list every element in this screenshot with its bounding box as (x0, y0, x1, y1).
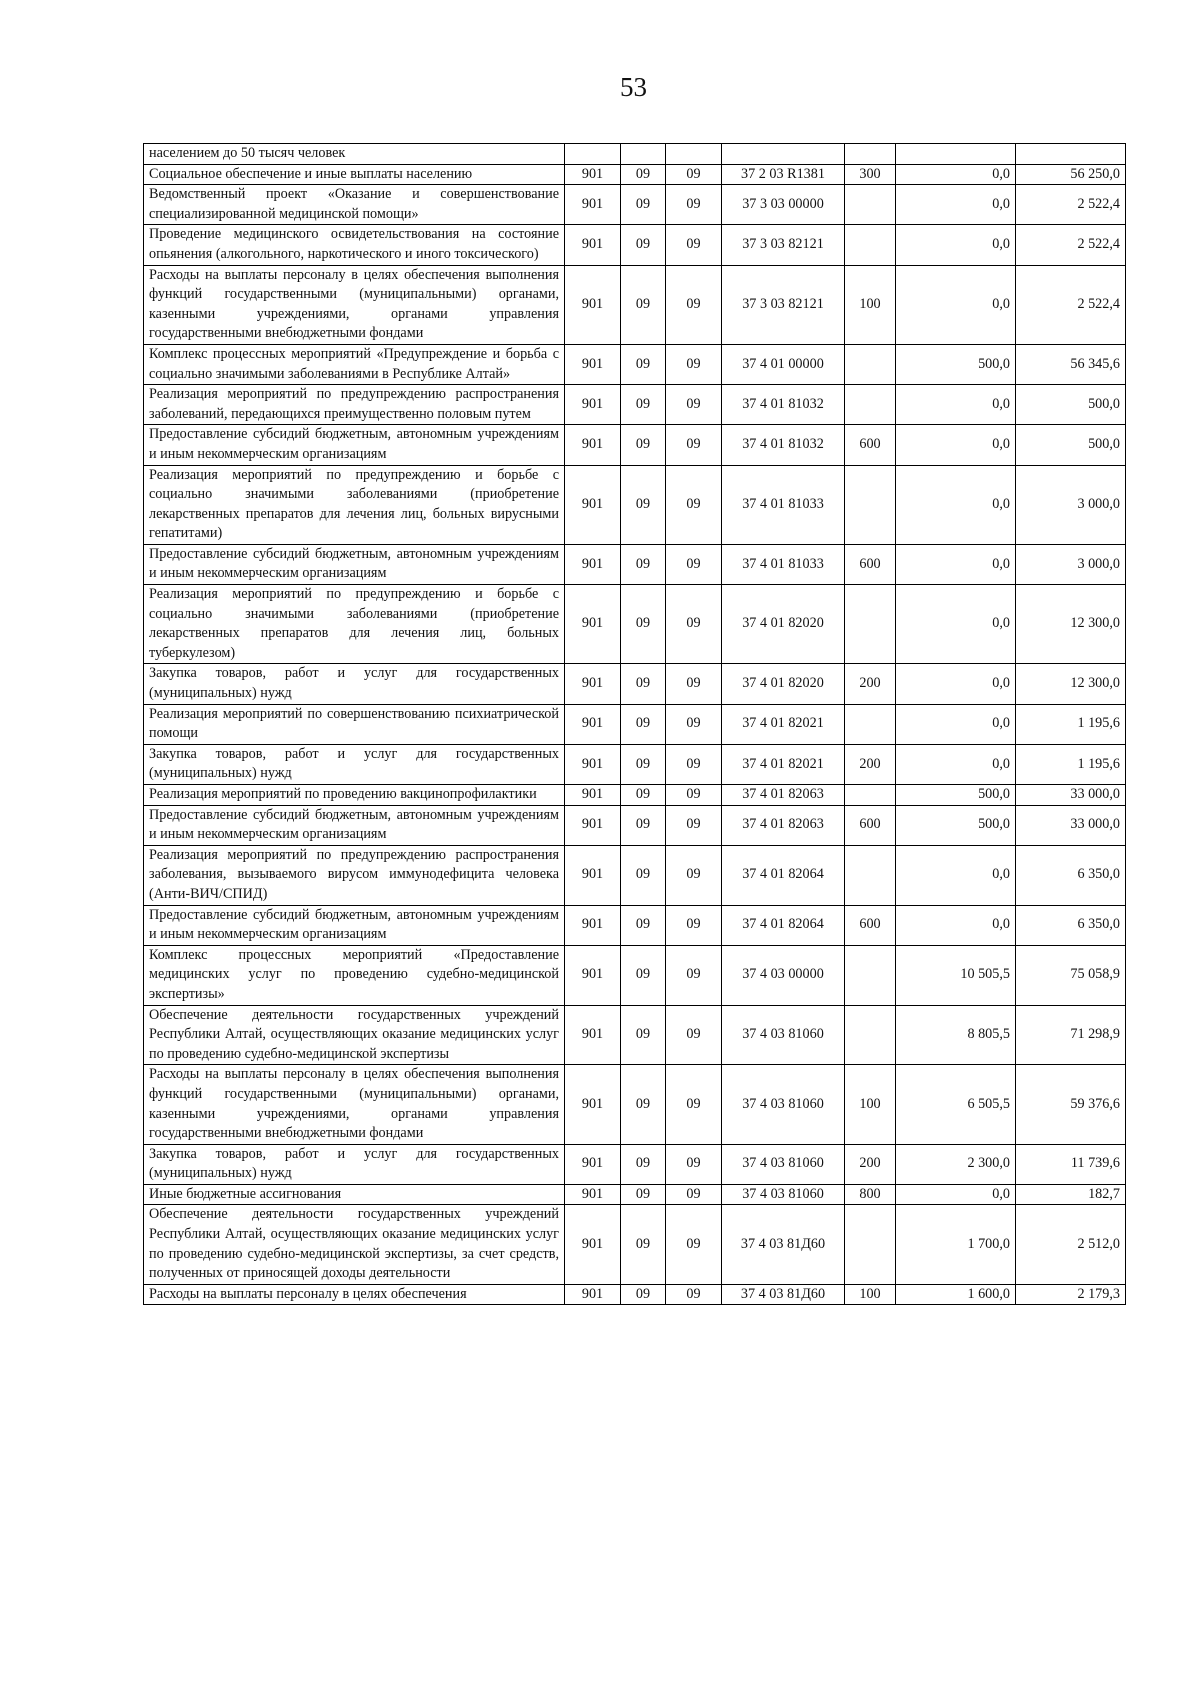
row-name: Реализация мероприятий по предупреждению и борьбе с социально значимыми заболеваниями (приобретение лекарственных препаратов для лечения лиц, больных туберкулезом) (144, 585, 565, 664)
row-name: населением до 50 тысяч человек (144, 144, 565, 165)
amount-col-2: 2 179,3 (1016, 1284, 1126, 1305)
section-code: 09 (621, 704, 666, 744)
section-code: 09 (621, 845, 666, 905)
amount-col-2: 2 512,0 (1016, 1205, 1126, 1284)
section-code: 09 (621, 805, 666, 845)
section-code: 09 (621, 1065, 666, 1144)
amount-col-2: 6 350,0 (1016, 905, 1126, 945)
expense-type-code (845, 785, 896, 806)
amount-col-1: 1 600,0 (896, 1284, 1016, 1305)
row-name: Обеспечение деятельности государственных учреждений Республики Алтай, осуществляющих оказание медицинских услуг по проведению судебно-медицинской экспертизы, за счет средств, полученных от приносящей доходы деятельности (144, 1205, 565, 1284)
subsection-code: 09 (666, 544, 722, 584)
amount-col-2: 500,0 (1016, 385, 1126, 425)
target-article-code: 37 4 01 81033 (722, 544, 845, 584)
target-article-code: 37 4 01 82020 (722, 585, 845, 664)
expense-type-code (845, 1005, 896, 1065)
budget-table (143, 143, 1126, 1305)
target-article-code: 37 4 03 81Д60 (722, 1284, 845, 1305)
table-row (144, 1184, 1126, 1205)
expense-type-code (845, 1205, 896, 1284)
amount-col-2: 75 058,9 (1016, 945, 1126, 1005)
subsection-code: 09 (666, 425, 722, 465)
amount-col-1: 0,0 (896, 704, 1016, 744)
target-article-code: 37 4 01 82021 (722, 704, 845, 744)
target-article-code: 37 2 03 R1381 (722, 164, 845, 185)
table-row (144, 845, 1126, 905)
amount-col-2: 56 345,6 (1016, 344, 1126, 384)
target-article-code: 37 4 01 81032 (722, 425, 845, 465)
expense-type-code (845, 704, 896, 744)
amount-col-2: 2 522,4 (1016, 185, 1126, 225)
expense-type-code: 800 (845, 1184, 896, 1205)
table-row (144, 744, 1126, 784)
ministry-code: 901 (565, 465, 621, 544)
ministry-code: 901 (565, 845, 621, 905)
amount-col-1: 0,0 (896, 385, 1016, 425)
target-article-code: 37 4 03 81060 (722, 1184, 845, 1205)
target-article-code: 37 4 01 81033 (722, 465, 845, 544)
subsection-code (666, 144, 722, 165)
amount-col-2: 56 250,0 (1016, 164, 1126, 185)
row-name: Обеспечение деятельности государственных учреждений Республики Алтай, осуществляющих оказание медицинских услуг по проведению судебно-медицинской экспертизы (144, 1005, 565, 1065)
amount-col-2: 1 195,6 (1016, 704, 1126, 744)
row-name: Иные бюджетные ассигнования (144, 1184, 565, 1205)
row-name: Ведомственный проект «Оказание и совершенствование специализированной медицинской помощи» (144, 185, 565, 225)
section-code: 09 (621, 744, 666, 784)
expense-type-code (845, 945, 896, 1005)
target-article-code: 37 3 03 82121 (722, 265, 845, 344)
subsection-code: 09 (666, 1205, 722, 1284)
subsection-code: 09 (666, 664, 722, 704)
expense-type-code: 600 (845, 905, 896, 945)
expense-type-code: 100 (845, 1284, 896, 1305)
subsection-code: 09 (666, 1144, 722, 1184)
row-name: Предоставление субсидий бюджетным, автономным учреждениям и иным некоммерческим организациям (144, 544, 565, 584)
amount-col-2: 71 298,9 (1016, 1005, 1126, 1065)
page-number: 53 (620, 72, 647, 102)
subsection-code: 09 (666, 1005, 722, 1065)
section-code: 09 (621, 385, 666, 425)
target-article-code: 37 4 03 81060 (722, 1005, 845, 1065)
amount-col-1: 0,0 (896, 744, 1016, 784)
section-code: 09 (621, 465, 666, 544)
expense-type-code (845, 465, 896, 544)
section-code: 09 (621, 905, 666, 945)
table-row (144, 265, 1126, 344)
row-name: Реализация мероприятий по предупреждению распространения заболеваний, передающихся преимущественно половым путем (144, 385, 565, 425)
expense-type-code: 600 (845, 805, 896, 845)
target-article-code: 37 3 03 82121 (722, 225, 845, 265)
target-article-code: 37 4 01 81032 (722, 385, 845, 425)
subsection-code: 09 (666, 164, 722, 185)
table-row (144, 1284, 1126, 1305)
expense-type-code (845, 144, 896, 165)
section-code: 09 (621, 785, 666, 806)
section-code: 09 (621, 1184, 666, 1205)
section-code (621, 144, 666, 165)
amount-col-1: 500,0 (896, 805, 1016, 845)
amount-col-2: 1 195,6 (1016, 744, 1126, 784)
ministry-code: 901 (565, 225, 621, 265)
amount-col-2: 11 739,6 (1016, 1144, 1126, 1184)
subsection-code: 09 (666, 344, 722, 384)
amount-col-2: 500,0 (1016, 425, 1126, 465)
target-article-code: 37 4 01 82064 (722, 845, 845, 905)
target-article-code: 37 4 01 82063 (722, 785, 845, 806)
subsection-code: 09 (666, 945, 722, 1005)
target-article-code: 37 4 01 82064 (722, 905, 845, 945)
table-row (144, 164, 1126, 185)
ministry-code: 901 (565, 164, 621, 185)
section-code: 09 (621, 1144, 666, 1184)
table-row (144, 465, 1126, 544)
amount-col-1: 8 805,5 (896, 1005, 1016, 1065)
amount-col-2: 6 350,0 (1016, 845, 1126, 905)
budget-table-body (144, 144, 1126, 1305)
subsection-code: 09 (666, 905, 722, 945)
ministry-code: 901 (565, 1144, 621, 1184)
amount-col-1: 0,0 (896, 164, 1016, 185)
expense-type-code: 100 (845, 1065, 896, 1144)
table-row (144, 344, 1126, 384)
table-row (144, 1065, 1126, 1144)
subsection-code: 09 (666, 465, 722, 544)
amount-col-1: 0,0 (896, 265, 1016, 344)
amount-col-2: 3 000,0 (1016, 465, 1126, 544)
expense-type-code: 600 (845, 544, 896, 584)
section-code: 09 (621, 164, 666, 185)
ministry-code: 901 (565, 1205, 621, 1284)
amount-col-1: 1 700,0 (896, 1205, 1016, 1284)
target-article-code: 37 4 03 81060 (722, 1065, 845, 1144)
section-code: 09 (621, 664, 666, 704)
amount-col-1 (896, 144, 1016, 165)
ministry-code: 901 (565, 805, 621, 845)
subsection-code: 09 (666, 744, 722, 784)
amount-col-1: 0,0 (896, 905, 1016, 945)
subsection-code: 09 (666, 805, 722, 845)
table-row (144, 425, 1126, 465)
expense-type-code (845, 225, 896, 265)
table-row (144, 585, 1126, 664)
amount-col-1: 0,0 (896, 664, 1016, 704)
table-row (144, 945, 1126, 1005)
amount-col-2: 12 300,0 (1016, 585, 1126, 664)
expense-type-code (845, 385, 896, 425)
ministry-code: 901 (565, 704, 621, 744)
row-name: Расходы на выплаты персоналу в целях обеспечения выполнения функций государственными (муниципальными) органами, казенными учреждениями, органами управления государственными внебюджетными фондами (144, 265, 565, 344)
table-row (144, 544, 1126, 584)
section-code: 09 (621, 425, 666, 465)
ministry-code: 901 (565, 785, 621, 806)
table-row (144, 225, 1126, 265)
ministry-code: 901 (565, 385, 621, 425)
row-name: Закупка товаров, работ и услуг для государственных (муниципальных) нужд (144, 744, 565, 784)
subsection-code: 09 (666, 785, 722, 806)
amount-col-2: 2 522,4 (1016, 265, 1126, 344)
subsection-code: 09 (666, 265, 722, 344)
row-name: Комплекс процессных мероприятий «Предупреждение и борьба с социально значимыми заболеваниями в Республике Алтай» (144, 344, 565, 384)
row-name: Социальное обеспечение и иные выплаты населению (144, 164, 565, 185)
target-article-code: 37 4 01 82020 (722, 664, 845, 704)
target-article-code: 37 4 01 00000 (722, 344, 845, 384)
amount-col-1: 0,0 (896, 544, 1016, 584)
table-row (144, 1205, 1126, 1284)
expense-type-code (845, 185, 896, 225)
expense-type-code (845, 344, 896, 384)
expense-type-code: 200 (845, 664, 896, 704)
row-name: Закупка товаров, работ и услуг для государственных (муниципальных) нужд (144, 664, 565, 704)
table-row (144, 664, 1126, 704)
row-name: Расходы на выплаты персоналу в целях обеспечения (144, 1284, 565, 1305)
target-article-code: 37 4 03 81060 (722, 1144, 845, 1184)
amount-col-1: 0,0 (896, 185, 1016, 225)
amount-col-2: 2 522,4 (1016, 225, 1126, 265)
target-article-code: 37 4 03 81Д60 (722, 1205, 845, 1284)
ministry-code: 901 (565, 1284, 621, 1305)
subsection-code: 09 (666, 1184, 722, 1205)
table-row (144, 385, 1126, 425)
expense-type-code (845, 585, 896, 664)
section-code: 09 (621, 265, 666, 344)
amount-col-1: 6 505,5 (896, 1065, 1016, 1144)
target-article-code (722, 144, 845, 165)
amount-col-2: 182,7 (1016, 1184, 1126, 1205)
expense-type-code (845, 845, 896, 905)
subsection-code: 09 (666, 1065, 722, 1144)
table-row (144, 144, 1126, 165)
amount-col-1: 500,0 (896, 344, 1016, 384)
target-article-code: 37 4 03 00000 (722, 945, 845, 1005)
section-code: 09 (621, 1005, 666, 1065)
subsection-code: 09 (666, 585, 722, 664)
amount-col-1: 500,0 (896, 785, 1016, 806)
subsection-code: 09 (666, 185, 722, 225)
section-code: 09 (621, 225, 666, 265)
section-code: 09 (621, 344, 666, 384)
amount-col-1: 0,0 (896, 425, 1016, 465)
amount-col-2: 3 000,0 (1016, 544, 1126, 584)
table-row (144, 185, 1126, 225)
amount-col-2: 59 376,6 (1016, 1065, 1126, 1144)
section-code: 09 (621, 544, 666, 584)
ministry-code: 901 (565, 585, 621, 664)
expense-type-code: 200 (845, 744, 896, 784)
ministry-code: 901 (565, 265, 621, 344)
amount-col-1: 10 505,5 (896, 945, 1016, 1005)
amount-col-1: 0,0 (896, 585, 1016, 664)
ministry-code: 901 (565, 1065, 621, 1144)
ministry-code: 901 (565, 544, 621, 584)
ministry-code: 901 (565, 905, 621, 945)
row-name: Реализация мероприятий по проведению вакцинопрофилактики (144, 785, 565, 806)
ministry-code (565, 144, 621, 165)
ministry-code: 901 (565, 664, 621, 704)
table-row (144, 805, 1126, 845)
amount-col-1: 0,0 (896, 845, 1016, 905)
subsection-code: 09 (666, 845, 722, 905)
subsection-code: 09 (666, 1284, 722, 1305)
ministry-code: 901 (565, 744, 621, 784)
amount-col-2 (1016, 144, 1126, 165)
subsection-code: 09 (666, 704, 722, 744)
subsection-code: 09 (666, 385, 722, 425)
row-name: Предоставление субсидий бюджетным, автономным учреждениям и иным некоммерческим организациям (144, 905, 565, 945)
subsection-code: 09 (666, 225, 722, 265)
table-row (144, 704, 1126, 744)
section-code: 09 (621, 1284, 666, 1305)
expense-type-code: 300 (845, 164, 896, 185)
expense-type-code: 600 (845, 425, 896, 465)
row-name: Реализация мероприятий по совершенствованию психиатрической помощи (144, 704, 565, 744)
section-code: 09 (621, 185, 666, 225)
table-row (144, 785, 1126, 806)
table-row (144, 905, 1126, 945)
ministry-code: 901 (565, 344, 621, 384)
target-article-code: 37 3 03 00000 (722, 185, 845, 225)
row-name: Реализация мероприятий по предупреждению распространения заболевания, вызываемого вирусом иммунодефицита человека (Анти-ВИЧ/СПИД) (144, 845, 565, 905)
table-row (144, 1144, 1126, 1184)
section-code: 09 (621, 945, 666, 1005)
target-article-code: 37 4 01 82021 (722, 744, 845, 784)
row-name: Проведение медицинского освидетельствования на состояние опьянения (алкогольного, наркотического и иного токсического) (144, 225, 565, 265)
ministry-code: 901 (565, 1005, 621, 1065)
section-code: 09 (621, 585, 666, 664)
section-code: 09 (621, 1205, 666, 1284)
ministry-code: 901 (565, 1184, 621, 1205)
ministry-code: 901 (565, 425, 621, 465)
expense-type-code: 200 (845, 1144, 896, 1184)
amount-col-2: 12 300,0 (1016, 664, 1126, 704)
amount-col-1: 0,0 (896, 465, 1016, 544)
row-name: Закупка товаров, работ и услуг для государственных (муниципальных) нужд (144, 1144, 565, 1184)
row-name: Реализация мероприятий по предупреждению и борьбе с социально значимыми заболеваниями (приобретение лекарственных препаратов для лечения лиц, больных вирусными гепатитами) (144, 465, 565, 544)
amount-col-1: 2 300,0 (896, 1144, 1016, 1184)
amount-col-2: 33 000,0 (1016, 785, 1126, 806)
amount-col-1: 0,0 (896, 1184, 1016, 1205)
expense-type-code: 100 (845, 265, 896, 344)
amount-col-1: 0,0 (896, 225, 1016, 265)
amount-col-2: 33 000,0 (1016, 805, 1126, 845)
row-name: Предоставление субсидий бюджетным, автономным учреждениям и иным некоммерческим организациям (144, 805, 565, 845)
row-name: Комплекс процессных мероприятий «Предоставление медицинских услуг по проведению судебно-медицинской экспертизы» (144, 945, 565, 1005)
ministry-code: 901 (565, 945, 621, 1005)
row-name: Расходы на выплаты персоналу в целях обеспечения выполнения функций государственными (муниципальными) органами, казенными учреждениями, органами управления государственными внебюджетными фондами (144, 1065, 565, 1144)
ministry-code: 901 (565, 185, 621, 225)
row-name: Предоставление субсидий бюджетным, автономным учреждениям и иным некоммерческим организациям (144, 425, 565, 465)
target-article-code: 37 4 01 82063 (722, 805, 845, 845)
table-row (144, 1005, 1126, 1065)
